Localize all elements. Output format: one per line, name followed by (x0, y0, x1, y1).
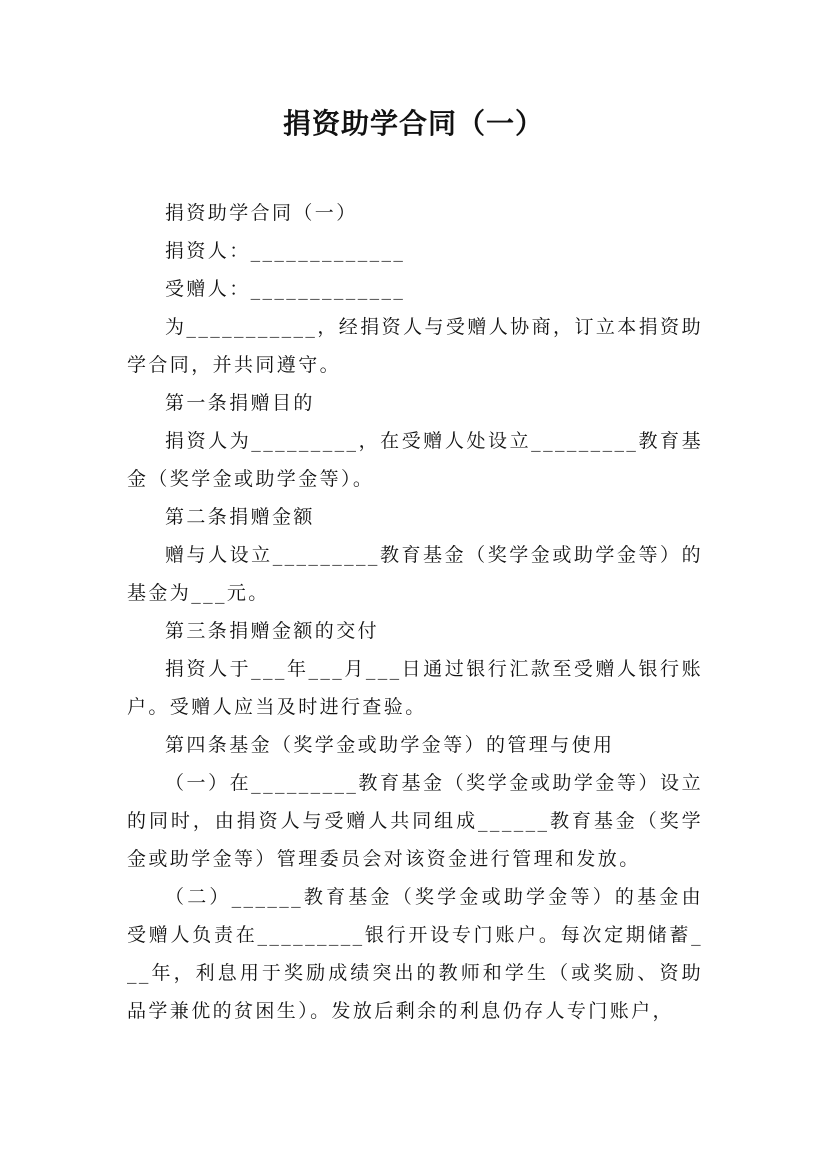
article-4-clause-1: （一）在_________教育基金（奖学金或助学金等）设立的同时，由捐资人与受赠人共同组成______教育基金（奖学金或助学金等）管理委员会对该资金进行管理和发放。 (127, 772, 703, 870)
article-2-text: 赠与人设立_________教育基金（奖学金或助学金等）的基金为___元。 (127, 544, 703, 604)
document-body (127, 194, 703, 1030)
document-title: 捐资助学合同（一） (282, 107, 544, 140)
article-3-heading: 第三条捐赠金额的交付 (165, 620, 380, 642)
paragraph-recipient: 受赠人：_____________ (165, 278, 406, 300)
paragraph-donor: 捐资人：_____________ (165, 240, 406, 262)
paragraph-heading-repeat: 捐资助学合同（一） (165, 202, 358, 224)
article-1-text: 捐资人为_________，在受赠人处设立_________教育基金（奖学金或助学金等）。 (127, 430, 703, 490)
article-1-heading: 第一条捐赠目的 (165, 392, 315, 414)
article-3-text: 捐资人于___年___月___日通过银行汇款至受赠人银行账户。受赠人应当及时进行查验。 (127, 658, 703, 718)
article-4-clause-2: （二）______教育基金（奖学金或助学金等）的基金由受赠人负责在_________银行开设专门账户。每次定期储蓄___年，利息用于奖励成绩突出的教师和学生（或奖励、资助品学兼优的贫困生）。发放后剩余的利息仍存人专门账户， (127, 886, 703, 1022)
paragraph-purpose-intro: 为___________，经捐资人与受赠人协商，订立本捐资助学合同，并共同遵守。 (127, 316, 703, 376)
article-2-heading: 第二条捐赠金额 (165, 506, 315, 528)
article-4-heading: 第四条基金（奖学金或助学金等）的管理与使用 (165, 734, 615, 756)
